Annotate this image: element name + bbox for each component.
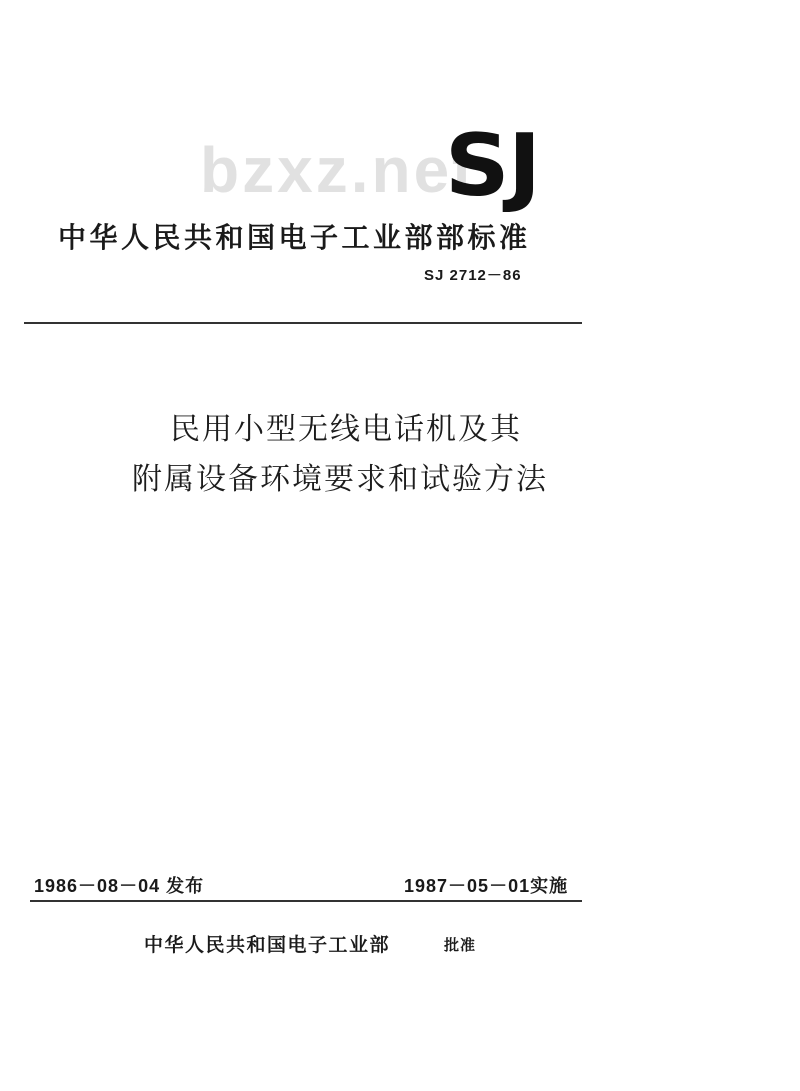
document-title-line-1: 民用小型无线电话机及其 (170, 412, 522, 447)
implementation-date: 1987－05－01实施 (404, 876, 569, 896)
document-title-line-2: 附属设备环境要求和试验方法 (132, 462, 548, 497)
watermark-text: bzxz.net (200, 134, 477, 206)
standard-number: SJ 2712－86 (424, 267, 522, 284)
top-divider (24, 322, 582, 324)
issue-date: 1986－08－04 发布 (34, 876, 205, 896)
bottom-divider (30, 900, 582, 902)
approving-authority: 中华人民共和国电子工业部 (144, 934, 391, 956)
issuing-authority-heading: 中华人民共和国电子工业部部标准 (58, 221, 531, 254)
sj-logo: SJ (444, 116, 540, 216)
approval-label: 批准 (444, 936, 477, 954)
